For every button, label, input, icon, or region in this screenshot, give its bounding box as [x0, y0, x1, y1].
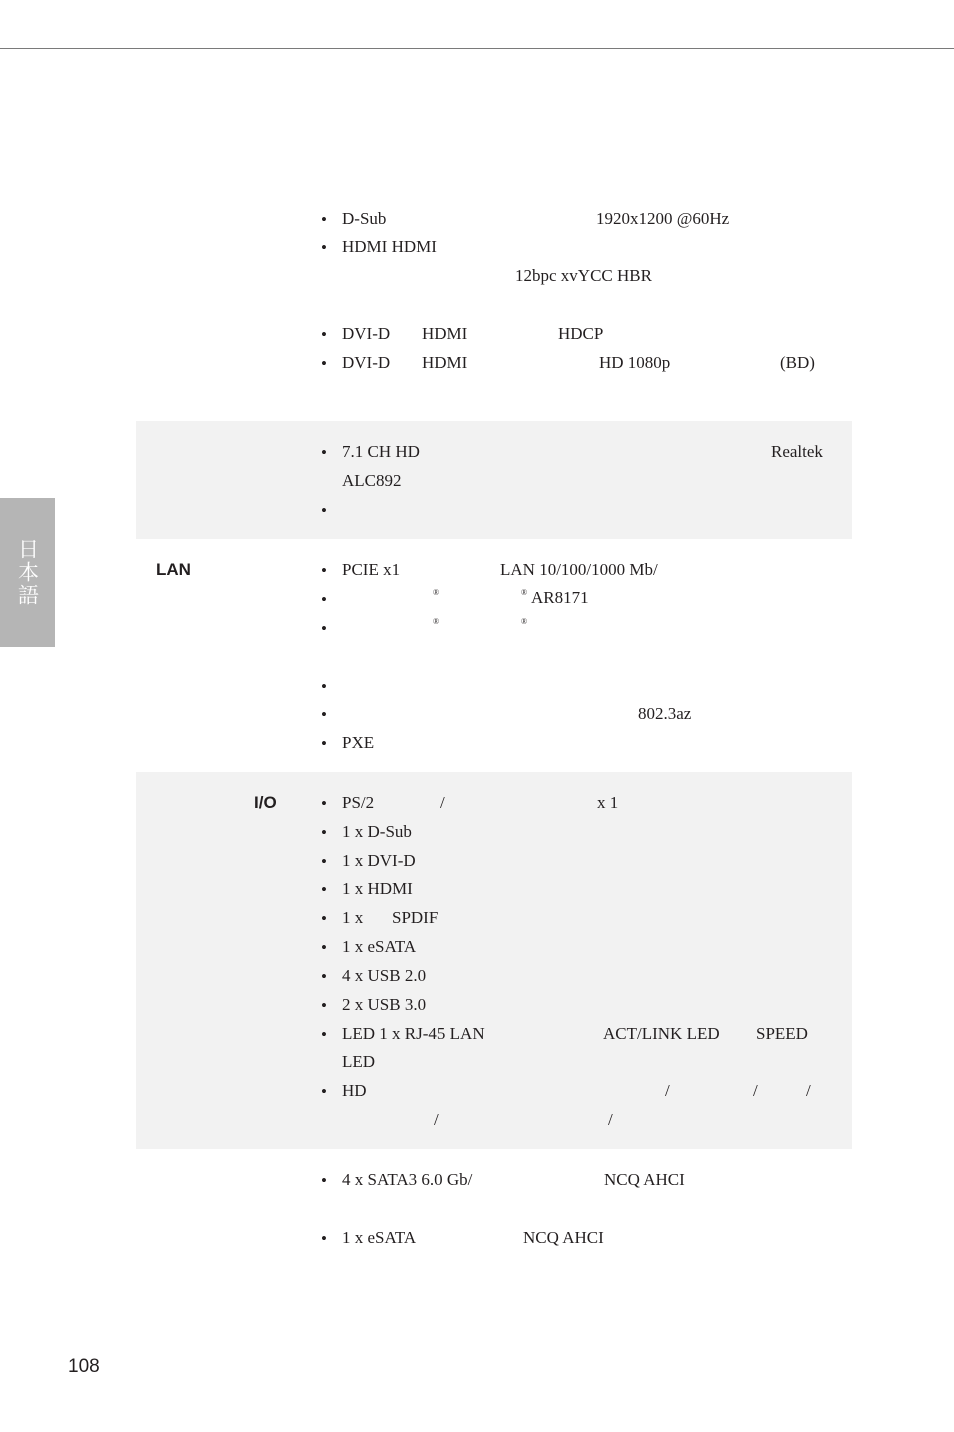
header-rule	[0, 48, 954, 49]
bullet: •	[321, 677, 327, 696]
audio-codec-b: Realtek	[771, 442, 823, 461]
graphics-dvi-hd-a: DVI-D	[342, 353, 391, 372]
graphics-section	[136, 200, 852, 420]
graphics-dvi-hd-d: (BD)	[780, 353, 815, 372]
lan-pcie-a: PCIE x1	[342, 560, 401, 579]
rear-io-hdmi: 1 x HDMI	[342, 879, 413, 898]
graphics-dvi-hd-c: HD 1080p	[599, 353, 671, 372]
rear-io-dvid: 1 x DVI-D	[342, 851, 416, 870]
storage-section	[136, 1149, 852, 1279]
registered-mark: ®	[521, 588, 528, 597]
bullet: •	[321, 325, 327, 344]
lan-section	[136, 539, 852, 772]
rear-io-ps2-b: x 1	[597, 793, 619, 812]
rear-io-section	[136, 772, 852, 1149]
graphics-dvi-hdcp-b: HDMI	[422, 324, 468, 343]
bullet: •	[321, 909, 327, 928]
bullet: •	[321, 823, 327, 842]
rear-io-usb2: 4 x USB 2.0	[342, 966, 427, 985]
rear-io-slash: /	[665, 1081, 670, 1100]
lan-label: LAN	[156, 560, 191, 579]
bullet: •	[321, 794, 327, 813]
lan-chip: AR8171	[531, 588, 589, 607]
rear-io-esata: 1 x eSATA	[342, 937, 417, 956]
rear-io-slash: /	[806, 1081, 811, 1100]
bullet: •	[321, 561, 327, 580]
bullet: •	[321, 880, 327, 899]
lan-pcie-b: LAN 10/100/1000 Mb/	[500, 560, 658, 579]
rear-io-spdif-b: SPDIF	[392, 908, 439, 927]
graphics-dsub: D-Sub	[342, 209, 387, 228]
graphics-dvi-hdcp-c: HDCP	[558, 324, 604, 343]
rear-io-led-c: SPEED	[756, 1024, 808, 1043]
bullet: •	[321, 1171, 327, 1190]
page-number: 108	[68, 1356, 100, 1377]
rear-io-slash: /	[434, 1110, 439, 1129]
rear-io-label: I/O	[254, 793, 277, 812]
language-tab[interactable]	[0, 498, 55, 647]
rear-io-ps2-slash: /	[440, 793, 445, 812]
bullet: •	[321, 734, 327, 753]
storage-sata-a: 4 x SATA3 6.0 Gb/	[342, 1170, 473, 1189]
audio-section	[136, 421, 852, 539]
bullet: •	[321, 1229, 327, 1248]
bullet: •	[321, 1082, 327, 1101]
rear-io-slash: /	[608, 1110, 613, 1129]
rear-io-usb3: 2 x USB 3.0	[342, 995, 427, 1014]
storage-sata-b: NCQ AHCI	[604, 1170, 685, 1189]
lan-pxe: PXE	[342, 733, 375, 752]
registered-mark: ®	[521, 617, 528, 626]
rear-io-hd: HD	[342, 1081, 367, 1100]
storage-esata-b: NCQ AHCI	[523, 1228, 604, 1247]
bullet: •	[321, 967, 327, 986]
audio-codec-model: ALC892	[342, 471, 402, 490]
bullet: •	[321, 590, 327, 609]
graphics-dvi-hdcp-a: DVI-D	[342, 324, 391, 343]
rear-io-dsub: 1 x D-Sub	[342, 822, 412, 841]
bullet: •	[321, 1025, 327, 1044]
language-tab-label: 日本語	[15, 538, 40, 607]
bullet: •	[321, 210, 327, 229]
bullet: •	[321, 938, 327, 957]
bullet: •	[321, 238, 327, 257]
registered-mark: ®	[433, 617, 440, 626]
rear-io-slash: /	[753, 1081, 758, 1100]
graphics-dvi-hd-b: HDMI	[422, 353, 468, 372]
bullet: •	[321, 443, 327, 462]
bullet: •	[321, 996, 327, 1015]
bullet: •	[321, 501, 327, 520]
rear-io-ps2-a: PS/2	[342, 793, 375, 812]
storage-esata-a: 1 x eSATA	[342, 1228, 417, 1247]
rear-io-spdif-a: 1 x	[342, 908, 364, 927]
graphics-hdmi: HDMI HDMI	[342, 237, 437, 256]
lan-eee: 802.3az	[638, 704, 692, 723]
rear-io-led-d: LED	[342, 1052, 376, 1071]
graphics-dsub-resolution: 1920x1200 @60Hz	[596, 209, 730, 228]
graphics-hdmi-features: 12bpc xvYCC HBR	[515, 266, 652, 285]
rear-io-led-b: ACT/LINK LED	[603, 1024, 720, 1043]
rear-io-led-a: LED 1 x RJ-45 LAN	[342, 1024, 485, 1043]
bullet: •	[321, 705, 327, 724]
bullet: •	[321, 354, 327, 373]
audio-codec-a: 7.1 CH HD	[342, 442, 420, 461]
registered-mark: ®	[433, 588, 440, 597]
bullet: •	[321, 852, 327, 871]
bullet: •	[321, 619, 327, 638]
